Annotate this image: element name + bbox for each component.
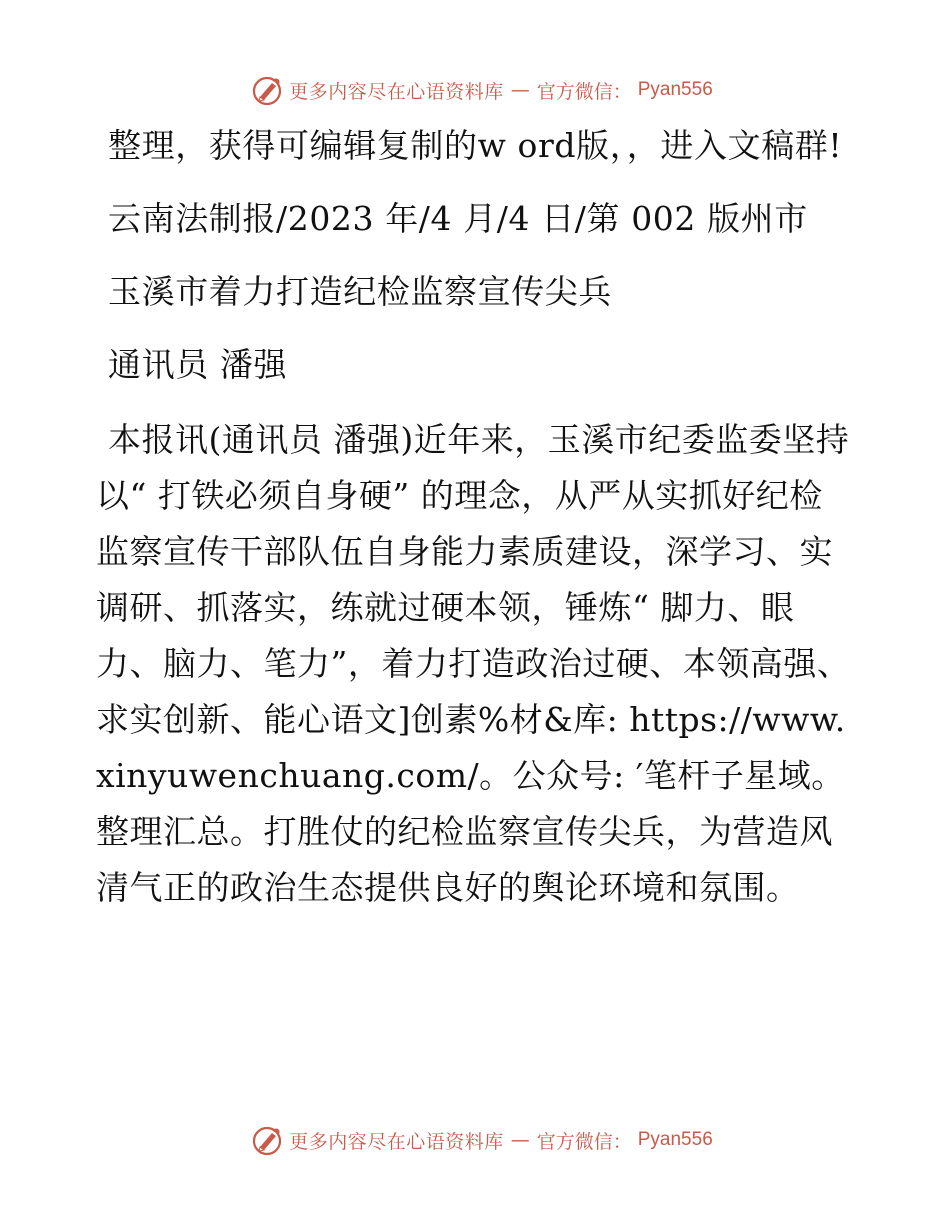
intro-line: 整理，获得可编辑复制的w ord版，，进入文稿群! bbox=[108, 126, 843, 165]
document-body bbox=[96, 120, 852, 938]
header-separator: — bbox=[510, 79, 530, 101]
headline: 玉溪市着力打造纪检监察宣传尖兵 bbox=[108, 272, 612, 311]
article-body: 本报讯(通讯员 潘强)近年来，玉溪市纪委监委坚持以“ 打铁必须自身硬” 的理念，从严从实抓好纪检监察宣传干部队伍自身能力素质建设，深学习、实调研、抓落实，练就过硬本领，锤炼“ 脚力、眼力、脑力、笔力”，着力打造政治过硬、本领高强、求实创新、能心语文]创素%材&库: https://www.xinyuwenchuang.com/。公众号: ′笔杆子星域。整理汇总。打胜仗的纪检监察宣传尖兵，为营造风清气正的政治生态提供良好的舆论环境和氛围。 bbox=[96, 420, 851, 907]
header-official-label: 官方微信： bbox=[536, 80, 632, 103]
footer-wechat-id: Pyan556 bbox=[637, 1129, 713, 1150]
footer-site-text: 更多内容尽在心语资料库 bbox=[289, 1130, 504, 1153]
header-site-text: 更多内容尽在心语资料库 bbox=[289, 80, 504, 103]
header-banner bbox=[0, 70, 950, 110]
header-wechat-id: Pyan556 bbox=[637, 79, 713, 100]
footer-separator: — bbox=[510, 1129, 530, 1151]
footer-official-label: 官方微信： bbox=[536, 1130, 632, 1153]
byline: 通讯员 潘强 bbox=[108, 345, 288, 384]
header-banner-content bbox=[251, 74, 713, 106]
footer-banner bbox=[0, 1120, 950, 1160]
source-line: 云南法制报/2023 年/4 月/4 日/第 002 版州市 bbox=[108, 199, 808, 238]
footer-banner-content bbox=[251, 1124, 713, 1156]
pen-logo-icon bbox=[251, 74, 283, 106]
pen-logo-icon bbox=[251, 1124, 283, 1156]
